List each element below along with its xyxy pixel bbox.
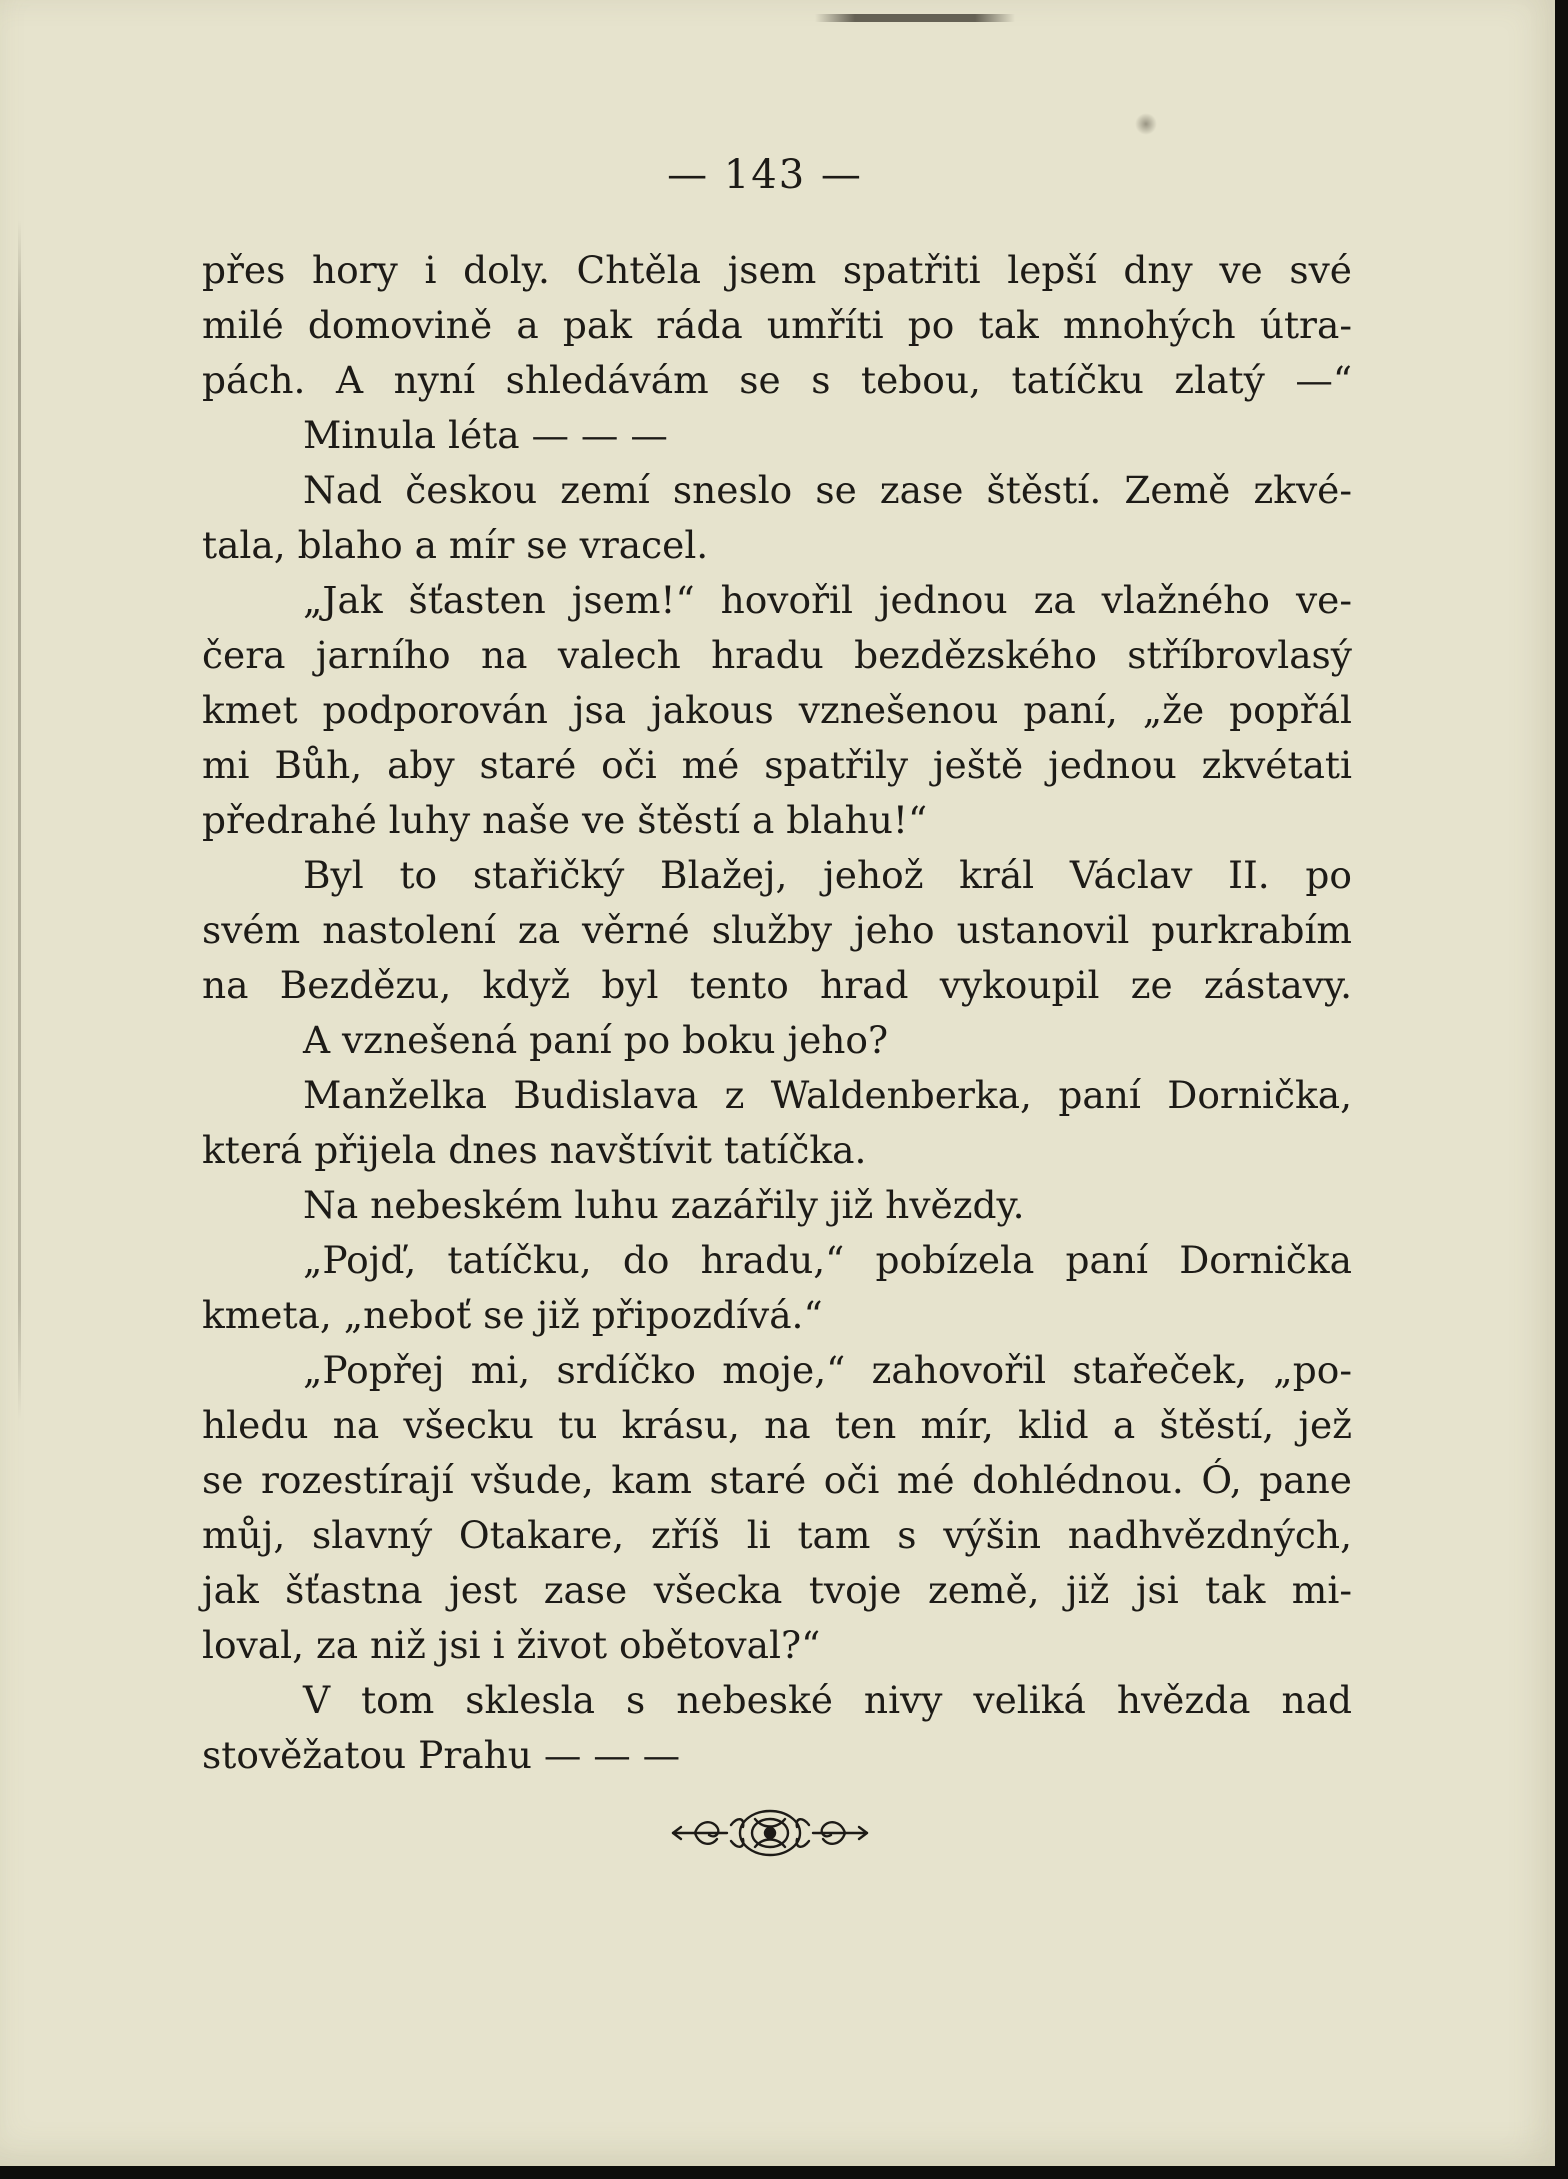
text-line: kmet podporován jsa jakous vznešenou paní, „že popřál (202, 688, 1352, 732)
text-line: jak šťastna jest zase všecka tvoje země, již jsi tak mi- (202, 1568, 1352, 1612)
text-line: pách. A nyní shledávám se s tebou, tatíčku zlatý —“ (202, 358, 1352, 402)
text-line: milé domovině a pak ráda umříti po tak mnohých útra- (202, 303, 1352, 347)
text-line: svém nastolení za věrné služby jeho ustanovil purkrabím (202, 908, 1352, 952)
text-line: na Bezdězu, když byl tento hrad vykoupil ze zástavy. (202, 963, 1352, 1007)
text-line: „Popřej mi, srdíčko moje,“ zahovořil stařeček, „po- (303, 1348, 1352, 1392)
text-line: čera jarního na valech hradu bezdězského stříbrovlasý (202, 633, 1352, 677)
text-line: Na nebeském luhu zazářily již hvězdy. (303, 1183, 1025, 1227)
text-line: A vznešená paní po boku jeho? (303, 1018, 889, 1062)
page-number: — 143 — (667, 152, 863, 198)
text-line: Minula léta — — — (303, 413, 668, 457)
text-line: přes hory i doly. Chtěla jsem spatřiti lepší dny ve své (202, 248, 1352, 292)
text-line: předrahé luhy naše ve štěstí a blahu!“ (202, 798, 928, 842)
text-line: Manželka Budislava z Waldenberka, paní Dornička, (303, 1073, 1352, 1117)
text-line: mi Bůh, aby staré oči mé spatřily ještě jednou zkvétati (202, 743, 1352, 787)
text-line: „Jak šťasten jsem!“ hovořil jednou za vlažného ve- (303, 578, 1352, 622)
text-line: kmeta, „neboť se již připozdívá.“ (202, 1293, 823, 1337)
text-line: hledu na všecku tu krásu, na ten mír, klid a štěstí, jež (202, 1403, 1352, 1447)
ornament-icon (665, 1805, 875, 1861)
ink-spot (1135, 113, 1157, 135)
text-line: tala, blaho a mír se vracel. (202, 523, 709, 567)
text-line: která přijela dnes navštívit tatíčka. (202, 1128, 867, 1172)
text-line: Byl to stařičký Blažej, jehož král Václav II. po (303, 853, 1352, 897)
body-text (202, 243, 1352, 1783)
text-line: se rozestírají všude, kam staré oči mé dohlédnou. Ó, pane (202, 1458, 1352, 1502)
text-line: Nad českou zemí sneslo se zase štěstí. Země zkvé- (303, 468, 1352, 512)
text-line: „Pojď, tatíčku, do hradu,“ pobízela paní Dornička (303, 1238, 1352, 1282)
text-line: můj, slavný Otakare, zříš li tam s výšin nadhvězdných, (202, 1513, 1352, 1557)
text-line: stověžatou Prahu — — — (202, 1733, 681, 1777)
top-edge-mark (815, 14, 1015, 22)
text-line: V tom sklesla s nebeské nivy veliká hvězda nad (303, 1678, 1352, 1722)
text-line: loval, za niž jsi i život obětoval?“ (202, 1623, 821, 1667)
binding-edge (18, 220, 21, 1420)
